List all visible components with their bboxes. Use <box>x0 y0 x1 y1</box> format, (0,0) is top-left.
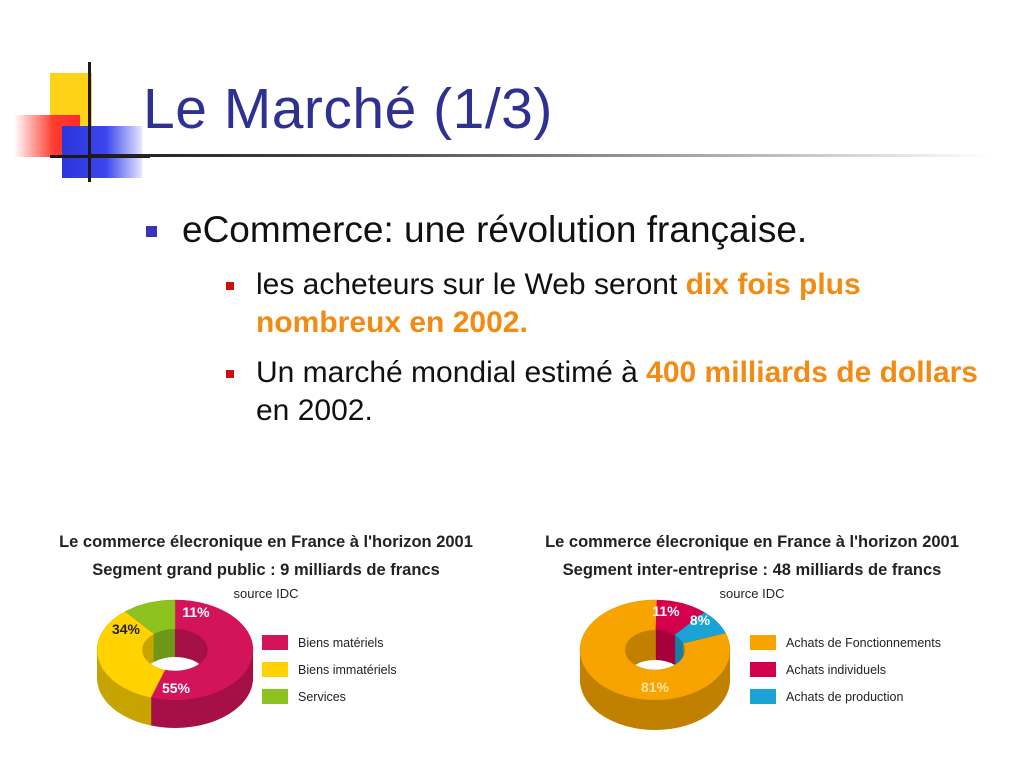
pie-data-label: 55% <box>161 680 191 696</box>
chart-consumer <box>59 533 473 728</box>
legend-swatch <box>262 689 288 704</box>
bullet-sub-buyers-highlight: dix fois plus nombreux en 2002 <box>256 268 861 339</box>
bullet-sub-market-after: en 2002. <box>256 394 373 427</box>
legend-swatch <box>750 689 776 704</box>
pie-data-label: 11% <box>182 604 210 620</box>
legend-label: Biens immatériels <box>298 663 397 677</box>
page-title: Le Marché (1/3) <box>143 77 553 141</box>
chart-business-source: source IDC <box>719 586 785 601</box>
chart-business <box>545 533 959 730</box>
legend-label: Achats de production <box>786 690 904 704</box>
legend-swatch <box>750 662 776 677</box>
legend-label: Services <box>298 690 346 704</box>
chart-consumer-subtitle: Segment grand public : 9 milliards de francs <box>92 561 440 579</box>
chart-consumer-pie <box>97 600 253 728</box>
pie-data-label: 8% <box>689 612 711 628</box>
chart-business-title: Le commerce élecronique en France à l'horizon 2001 <box>545 533 959 551</box>
chart-business-subtitle: Segment inter-entreprise : 48 milliards de francs <box>562 561 942 579</box>
bullet-sub-buyers-after: . <box>519 306 528 339</box>
legend-swatch <box>262 635 288 650</box>
bullet-sub-market-highlight: 400 milliards de dollars <box>646 356 978 389</box>
pie-data-label: 81% <box>640 679 670 695</box>
pie-data-label: 11% <box>652 603 680 619</box>
chart-business-pie <box>580 600 730 730</box>
bullet-sub-market-text: Un marché mondial estimé à <box>256 356 647 389</box>
chart-consumer-source: source IDC <box>233 586 299 601</box>
bullet-main-text: eCommerce: une révolution française. <box>182 209 808 250</box>
legend-label: Achats de Fonctionnements <box>786 636 941 650</box>
pie-data-label: 34% <box>111 621 141 637</box>
legend-label: Achats individuels <box>786 663 887 677</box>
legend-swatch <box>262 662 288 677</box>
bullet-sub-buyers-text: les acheteurs sur le Web seront <box>256 268 686 301</box>
chart-business-legend <box>750 635 941 704</box>
legend-swatch <box>750 635 776 650</box>
chart-consumer-title: Le commerce élecronique en France à l'horizon 2001 <box>59 533 473 551</box>
legend-label: Biens matériels <box>298 636 384 650</box>
chart-consumer-legend <box>262 635 397 704</box>
